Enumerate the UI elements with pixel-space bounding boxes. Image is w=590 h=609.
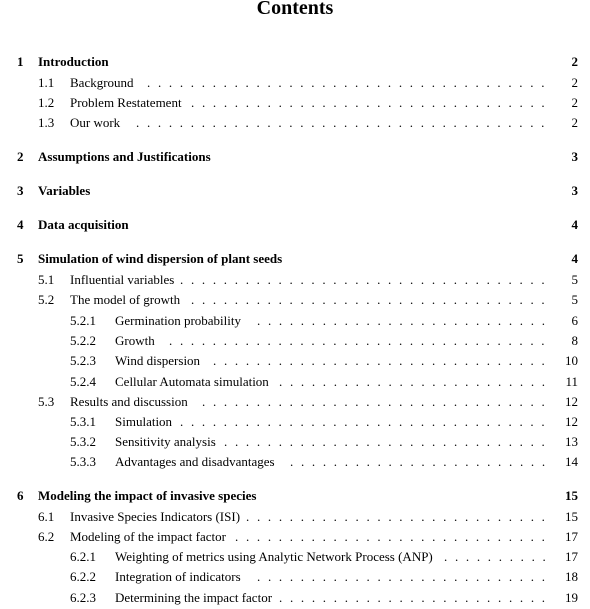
dot-leader: ............................ [246,509,553,524]
toc-entry-page: 10 [565,353,578,368]
toc-entry[interactable] [0,216,590,234]
toc-entry-number: 1 [17,54,24,69]
toc-entry[interactable] [0,528,590,546]
dot-leader: ........................... [257,313,553,328]
toc-entry-number: 1.1 [38,75,55,90]
toc-entry-title: Cellular Automata simulation [115,374,269,389]
dot-leader: .............................. [224,434,553,449]
toc-entry-page: 17 [565,549,578,564]
dot-leader: .................................. [180,272,553,287]
toc-entry[interactable] [0,487,590,505]
dot-leader: ......................... [279,590,553,605]
toc-entry-number: 5.3.1 [70,414,96,429]
toc-entry-title: Modeling the impact of invasive species [38,488,257,503]
toc-entry[interactable] [0,182,590,200]
toc-entry-title: Germination probability [115,313,242,328]
toc-entry-page: 6 [571,313,578,328]
toc-entry-page: 13 [565,434,578,449]
dot-leader: .......... [444,549,554,564]
toc-entry[interactable] [0,352,590,370]
toc-entry-number: 6.1 [38,509,55,524]
toc-entry-page: 5 [571,272,578,287]
toc-entry-title: Data acquisition [38,217,129,232]
toc-entry[interactable] [0,433,590,451]
toc-entry[interactable] [0,94,590,112]
toc-entry-number: 6.2.3 [70,590,96,605]
dot-leader: ................................. [191,292,553,307]
toc-entry-page: 18 [565,569,578,584]
dot-leader: ......................... [279,374,553,389]
toc-entry-title: Determining the impact factor [115,590,273,605]
toc-entry[interactable] [0,548,590,566]
toc-entry-number: 6.2.2 [70,569,96,584]
toc-entry-number: 1.3 [38,115,55,130]
toc-entry-number: 2 [17,149,24,164]
toc-entry-page: 17 [565,529,578,544]
page-title: Contents [256,0,334,19]
toc-entry-number: 5.3.2 [70,434,96,449]
toc-entry-page: 5 [571,292,578,307]
toc-entry-title: Simulation [115,414,173,429]
dot-leader: ................................ [202,394,553,409]
toc-entry-page: 19 [565,590,578,605]
dot-leader: .................................. [180,414,553,429]
toc-entry-title: Results and discussion [70,394,188,409]
toc-entry-title: Invasive Species Indicators (ISI) [70,509,241,524]
toc-entry-number: 3 [17,183,24,198]
dot-leader: ..................................... [147,75,553,90]
toc-entry-number: 6 [17,488,24,503]
toc-entry-title: Variables [38,183,91,198]
toc-entry-title: Integration of indicators [115,569,241,584]
toc-entry-title: Assumptions and Justifications [38,149,211,164]
toc-entry-title: Growth [115,333,155,348]
toc-entry[interactable] [0,114,590,132]
toc-entry[interactable] [0,393,590,411]
toc-entry-page: 15 [565,488,578,503]
toc-entry-number: 6.2.1 [70,549,96,564]
toc-entry-title: Problem Restatement [70,95,182,110]
toc-entry-page: 2 [571,54,578,69]
toc-entry-page: 12 [565,394,578,409]
toc-entry[interactable] [0,312,590,330]
toc-entry[interactable] [0,53,590,71]
toc-entry-page: 3 [571,149,578,164]
toc-entry-title: Wind dispersion [115,353,201,368]
toc-entry-page: 2 [571,95,578,110]
dot-leader: ................................... [169,333,553,348]
dot-leader: ...................................... [136,115,553,130]
toc-entry[interactable] [0,508,590,526]
toc-entry[interactable] [0,453,590,471]
toc-entry[interactable] [0,74,590,92]
toc-entry-page: 3 [571,183,578,198]
toc-entry-title: Our work [70,115,121,130]
toc-entry-number: 1.2 [38,95,55,110]
toc-entry-number: 5.1 [38,272,55,287]
toc-entry-number: 5.2.1 [70,313,96,328]
toc-entry-number: 4 [17,217,24,232]
toc-entry-title: Sensitivity analysis [115,434,216,449]
toc-entry-page: 11 [565,374,578,389]
toc-entry-number: 5.3.3 [70,454,96,469]
toc-entry-number: 5.2 [38,292,55,307]
toc-entry-number: 5 [17,251,24,266]
toc-entry-page: 14 [565,454,578,469]
toc-entry-title: Advantages and disadvantages [115,454,275,469]
toc-entry[interactable] [0,332,590,350]
toc-entry[interactable] [0,148,590,166]
toc-entry[interactable] [0,250,590,268]
dot-leader: ........................ [290,454,553,469]
toc-entry-page: 2 [571,115,578,130]
toc-entry-title: Weighting of metrics using Analytic Network Process (ANP) [115,549,433,564]
toc-entry-title: The model of growth [70,292,181,307]
toc-entry-number: 6.2 [38,529,55,544]
toc-entry[interactable] [0,568,590,586]
toc-entry-page: 4 [571,251,578,266]
toc-entry-page: 12 [565,414,578,429]
toc-entry-number: 5.2.2 [70,333,96,348]
dot-leader: ............................. [235,529,553,544]
toc-entry-number: 5.3 [38,394,55,409]
dot-leader: ........................... [257,569,553,584]
toc-entry-title: Modeling of the impact factor [70,529,226,544]
dot-leader: ............................... [213,353,553,368]
toc-entry[interactable] [0,271,590,289]
toc-entry-page: 4 [571,217,578,232]
toc-entry[interactable] [0,589,590,607]
toc-entry-page: 8 [571,333,578,348]
toc-entry-number: 5.2.4 [70,374,96,389]
toc-entry-title: Background [70,75,134,90]
toc-entry[interactable] [0,291,590,309]
toc-entry-page: 2 [571,75,578,90]
toc-entry-title: Simulation of wind dispersion of plant seeds [38,251,283,266]
toc-entry-title: Influential variables [70,272,175,287]
toc-entry-title: Introduction [38,54,109,69]
dot-leader: ................................. [191,95,553,110]
toc-entry-number: 5.2.3 [70,353,96,368]
toc-entry[interactable] [0,373,590,391]
toc-entry-page: 15 [565,509,578,524]
toc-entry[interactable] [0,413,590,431]
